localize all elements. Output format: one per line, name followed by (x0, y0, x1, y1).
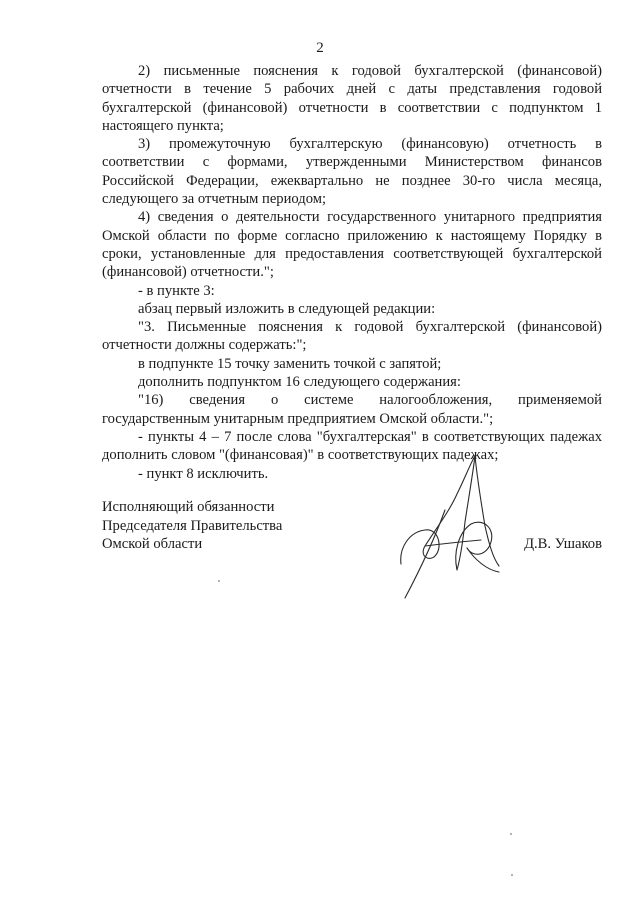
signatory-title-line-2: Председателя Правительства (102, 517, 283, 534)
paragraph-point-8: - пункт 8 исключить. (138, 465, 269, 482)
paragraph-item-2: 2) письменные пояснения к годовой бухгалтерской (финансовой) отчетности в течение 5 рабочих дней с даты представления годовой бухгалтерской (финансовой) отчетности в соответствии с подпунктом 1 настоящего пункта; (102, 63, 602, 134)
signatory-title-line-3: Омской области (102, 536, 203, 553)
scan-speck (510, 833, 512, 835)
scan-speck (511, 874, 513, 876)
signatory-name: Д.В. Ушаков (524, 536, 602, 552)
paragraph-edit-instruction: абзац первый изложить в следующей редакции: (138, 300, 436, 317)
paragraph-item-3: 3) промежуточную бухгалтерскую (финансовую) отчетность в соответствии с формами, утвержденными Министерством финансов Российской Федерации, ежеквартально не позднее 30-го числа месяца, следующего за отчетным периодом; (102, 136, 602, 208)
document-body (102, 62, 602, 483)
scan-speck (218, 580, 220, 582)
paragraph-new-wording: "3. Письменные пояснения к годовой бухгалтерской (финансовой) отчетности должны содержать:"; (102, 319, 602, 354)
paragraph-add-subpoint-16: дополнить подпунктом 16 следующего содержания: (138, 374, 461, 391)
paragraph-point-3: - в пункте 3: (138, 282, 215, 299)
paragraph-item-4: 4) сведения о деятельности государственного унитарного предприятия Омской области по форме согласно приложению к настоящему Порядку в сроки, установленные для предоставления соответствующей бухгалтерской (финансовой) отчетности."; (102, 209, 602, 281)
signature-block (102, 498, 602, 554)
handwritten-signature (395, 452, 505, 600)
page-number: 2 (316, 40, 324, 56)
signatory-title-line-1: Исполняющий обязанности (102, 499, 275, 515)
paragraph-subpoint-16-text: "16) сведения о системе налогообложения, применяемой государственным унитарным предприятием Омской области."; (102, 392, 602, 427)
paragraph-points-4-7: - пункты 4 – 7 после слова "бухгалтерская" в соответствующих падежах дополнить словом "(финансовая)" в соответствующих падежах; (102, 428, 602, 464)
paragraph-subpoint-15: в подпункте 15 точку заменить точкой с запятой; (138, 355, 442, 372)
